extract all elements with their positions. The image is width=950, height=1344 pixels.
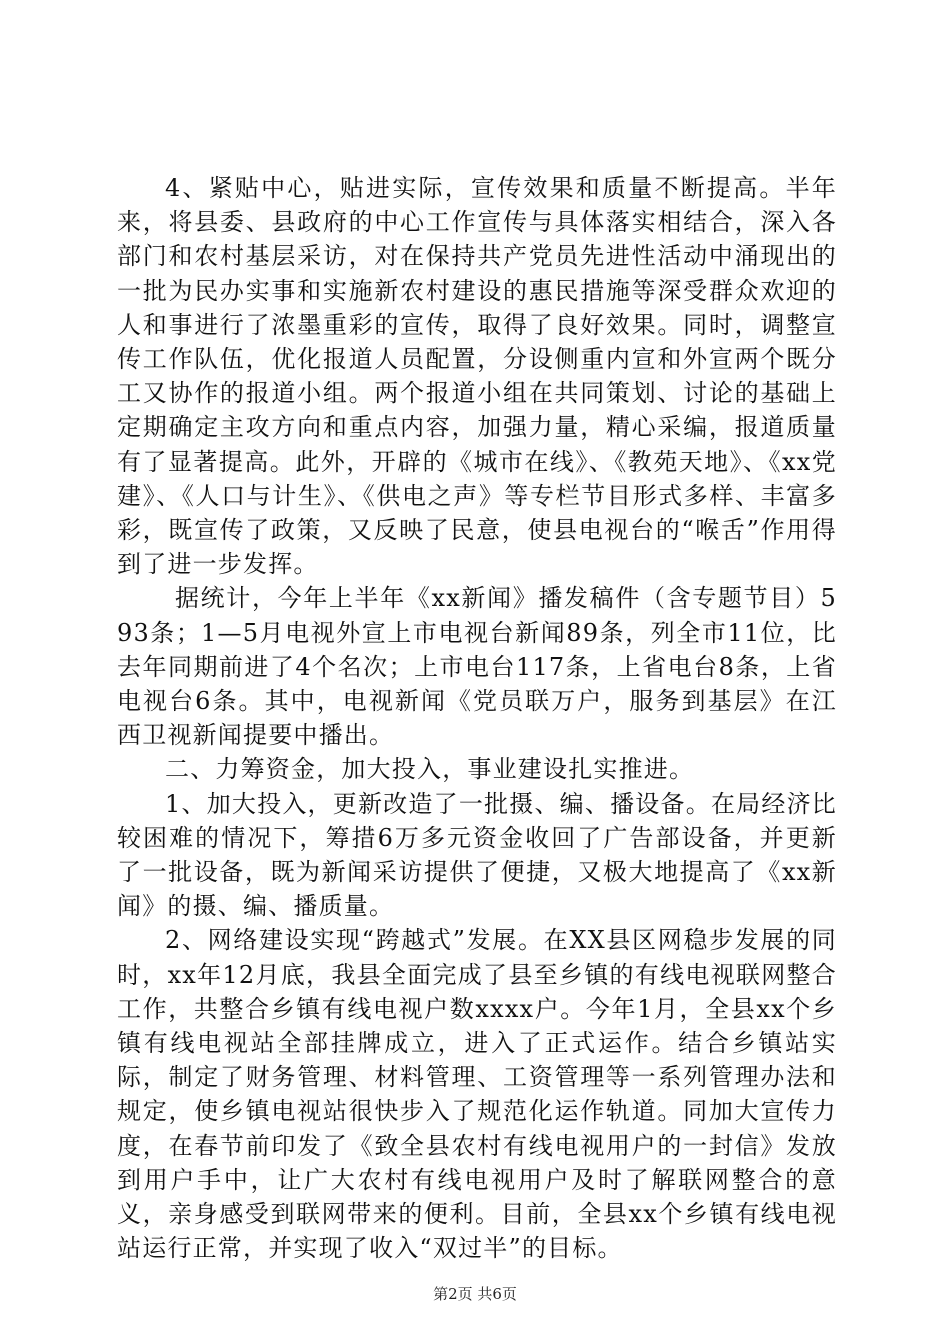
paragraph-publicity-quality: 4、紧贴中心，贴进实际，宣传效果和质量不断提高。半年来，将县委、县政府的中心工作宣传与具体落实相结合，深入各部门和农村基层采访，对在保持共产党员先进性活动中涌现出的一批为民办实事和实施新农村建设的惠民措施等深受群众欢迎的人和事进行了浓墨重彩的宣传，取得了良好效果。同时，调整宣传工作队伍，优化报道人员配置，分设侧重内宣和外宣两个既分工又协作的报道小组。两个报道小组在共同策划、讨论的基础上定期确定主攻方向和重点内容，加强力量，精心采编，报道质量有了显著提高。此外，开辟的《城市在线》、《教苑天地》、《xx党建》、《人口与计生》、《供电之声》等专栏节目形式多样、丰富多彩，既宣传了政策，又反映了民意，使县电视台的“喉舌”作用得到了进一步发挥。 — [117, 174, 837, 579]
page-number-footer: 第2页 共6页 — [433, 1285, 517, 1303]
paragraph-equipment-upgrade: 1、加大投入，更新改造了一批摄、编、播设备。在局经济比较困难的情况下，筹措6万多元资金收回了广告部设备，并更新了一批设备，既为新闻采访提供了便捷，又极大地提高了《xx新闻》的摄、编、播质量。 — [117, 789, 837, 921]
section-heading-funding: 二、力筹资金，加大投入，事业建设扎实推进。 — [165, 755, 695, 784]
document-body — [117, 171, 837, 1266]
paragraph-network-construction: 2、网络建设实现“跨越式”发展。在XX县区网稳步发展的同时，xx年12月底，我县全面完成了县至乡镇的有线电视联网整合工作，共整合乡镇有线电视户数xxxx户。今年1月，全县xx个乡镇有线电视站全部挂牌成立，进入了正式运作。结合乡镇站实际，制定了财务管理、材料管理、工资管理等一系列管理办法和规定，使乡镇电视站很快步入了规范化运作轨道。同加大宣传力度，在春节前印发了《致全县农村有线电视用户的一封信》发放到用户手中，让广大农村有线电视用户及时了解联网整合的意义，亲身感受到联网带来的便利。目前，全县xx个乡镇有线电视站运行正常，并实现了收入“双过半”的目标。 — [117, 926, 837, 1263]
paragraph-statistics: 据统计，今年上半年《xx新闻》播发稿件（含专题节目）593条；1—5月电视外宣上市电视台新闻89条，列全市11位，比去年同期前进了4个名次；上市电台117条，上省电台8条，上省电视台6条。其中，电视新闻《党员联万户，服务到基层》在江西卫视新闻提要中播出。 — [117, 584, 837, 750]
